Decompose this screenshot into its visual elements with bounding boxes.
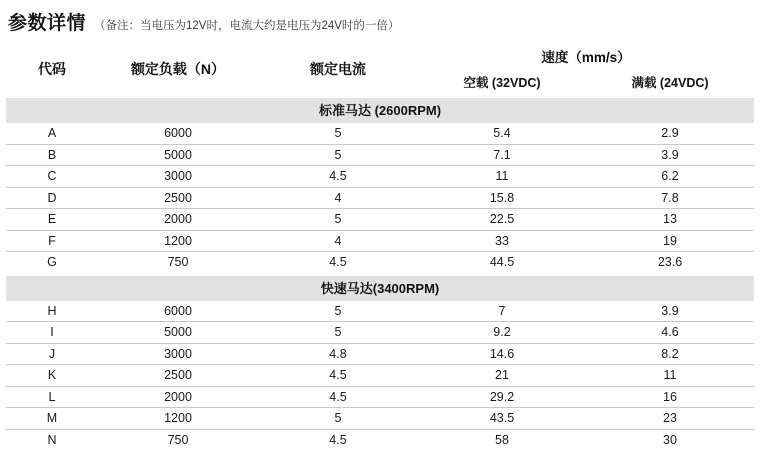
cell-full-load-speed: 6.2 [586, 166, 754, 188]
cell-load: 2000 [98, 209, 258, 231]
cell-full-load-speed: 19 [586, 230, 754, 252]
cell-no-load-speed: 22.5 [418, 209, 586, 231]
table-row [6, 386, 754, 408]
cell-no-load-speed: 29.2 [418, 386, 586, 408]
cell-current: 5 [258, 301, 418, 322]
header-full-load-speed: 满载 (24VDC) [631, 76, 709, 90]
cell-current: 4 [258, 187, 418, 209]
cell-no-load-speed: 15.8 [418, 187, 586, 209]
table-header-row-top [6, 43, 754, 70]
table-row [6, 209, 754, 231]
cell-code: J [6, 343, 98, 365]
cell-current: 4.5 [329, 432, 347, 447]
cell-current: 4.5 [329, 255, 347, 270]
cell-load: 5000 [98, 144, 258, 166]
cell-code: B [6, 144, 98, 166]
cell-full-load-speed: 7.8 [586, 187, 754, 209]
cell-current: 5 [258, 209, 418, 231]
cell-full-load-speed: 11 [586, 365, 754, 387]
cell-full-load-speed: 4.6 [586, 322, 754, 344]
table-row [6, 187, 754, 209]
cell-code: L [6, 386, 98, 408]
cell-load: 2500 [98, 187, 258, 209]
header-no-load-speed: 空载 (32VDC) [463, 76, 541, 90]
cell-code: E [6, 209, 98, 231]
cell-full-load-speed: 13 [586, 209, 754, 231]
table-row [6, 429, 754, 450]
cell-no-load-speed: 43.5 [418, 408, 586, 430]
cell-current: 5 [258, 408, 418, 430]
cell-no-load-speed: 14.6 [418, 343, 586, 365]
cell-current: 4.5 [258, 166, 418, 188]
cell-code: D [6, 187, 98, 209]
cell-load: 5000 [98, 322, 258, 344]
table-row [6, 123, 754, 144]
cell-no-load-speed: 7.1 [418, 144, 586, 166]
section-header-fast [6, 276, 754, 301]
cell-load: 6000 [98, 301, 258, 322]
cell-load: 3000 [98, 343, 258, 365]
cell-full-load-speed: 23.6 [657, 255, 683, 270]
table-row [6, 322, 754, 344]
cell-current: 4.8 [258, 343, 418, 365]
table-row [6, 301, 754, 322]
cell-code: F [6, 230, 98, 252]
cell-code: C [6, 166, 98, 188]
header-code: 代码 [38, 60, 66, 77]
cell-full-load-speed: 30 [663, 432, 677, 447]
cell-load: 1200 [98, 408, 258, 430]
cell-load: 6000 [98, 123, 258, 144]
table-body-fast [6, 276, 754, 450]
cell-full-load-speed: 3.9 [586, 144, 754, 166]
cell-current: 5 [258, 322, 418, 344]
parameter-table [6, 43, 754, 450]
table-row [6, 408, 754, 430]
cell-full-load-speed: 8.2 [586, 343, 754, 365]
cell-no-load-speed: 11 [418, 166, 586, 188]
cell-no-load-speed: 7 [418, 301, 586, 322]
cell-no-load-speed: 5.4 [418, 123, 586, 144]
section-label: 标准马达 (2600RPM) [6, 98, 754, 123]
header-rated-load: 额定负载（N） [130, 60, 226, 77]
header-speed-group: 速度（mm/s） [541, 50, 631, 65]
cell-load: 2500 [98, 365, 258, 387]
cell-full-load-speed: 16 [586, 386, 754, 408]
table-body-standard [6, 98, 754, 276]
cell-current: 5 [258, 144, 418, 166]
cell-code: G [47, 255, 57, 270]
section-header-standard [6, 98, 754, 123]
page-title: 参数详情 [8, 13, 87, 34]
cell-current: 4.5 [258, 365, 418, 387]
cell-code: H [6, 301, 98, 322]
cell-code: I [6, 322, 98, 344]
page-title-note: （备注：当电压为12V时，电流大约是电压为24V时的一倍） [94, 20, 400, 32]
table-row [6, 144, 754, 166]
cell-no-load-speed: 21 [418, 365, 586, 387]
cell-current: 4.5 [258, 386, 418, 408]
cell-code: K [6, 365, 98, 387]
cell-code: A [6, 123, 98, 144]
page-title-row [6, 8, 754, 35]
table-row [6, 252, 754, 273]
cell-no-load-speed: 58 [495, 432, 509, 447]
cell-full-load-speed: 2.9 [586, 123, 754, 144]
cell-no-load-speed: 9.2 [418, 322, 586, 344]
cell-load: 3000 [98, 166, 258, 188]
table-row [6, 365, 754, 387]
cell-full-load-speed: 3.9 [586, 301, 754, 322]
cell-load: 2000 [98, 386, 258, 408]
cell-code: N [47, 432, 57, 447]
cell-load: 750 [167, 255, 189, 270]
cell-no-load-speed: 44.5 [489, 255, 515, 270]
table-header [6, 43, 754, 98]
table-row [6, 166, 754, 188]
cell-load: 1200 [98, 230, 258, 252]
cell-no-load-speed: 33 [418, 230, 586, 252]
cell-current: 5 [258, 123, 418, 144]
header-rated-current: 额定电流 [310, 60, 366, 77]
table-row [6, 230, 754, 252]
cell-code: M [6, 408, 98, 430]
cell-full-load-speed: 23 [586, 408, 754, 430]
cell-current: 4 [258, 230, 418, 252]
cell-load: 750 [167, 432, 189, 447]
section-label: 快速马达(3400RPM) [6, 276, 754, 301]
table-row [6, 343, 754, 365]
